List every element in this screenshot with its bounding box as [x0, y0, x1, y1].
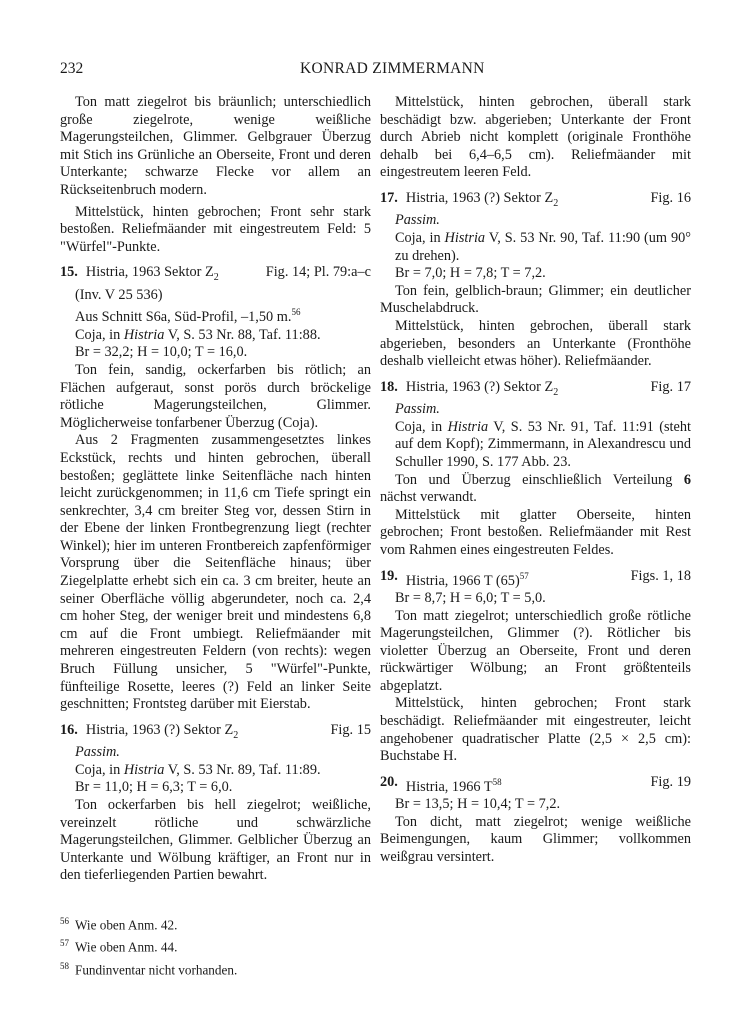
dimensions: Br = 32,2; H = 10,0; T = 16,0.	[75, 344, 248, 361]
footnotes	[60, 912, 237, 979]
right-column	[380, 94, 691, 867]
bibliography: Coja, in Histria V, S. 53 Nr. 91, Taf. 11:91 (steht auf dem Kopf); Zimmermann, in Alexandrescu und Schuller 1990, S. 177 Abb. 23.	[395, 418, 691, 470]
find-context: Passim.	[395, 212, 440, 229]
entry-heading-19: 19. Histria, 1966 T $(65)^{57}$ Figs. 1, 18	[380, 567, 691, 589]
running-title: KONRAD ZIMMERMANN	[300, 60, 485, 77]
footnote: $^{56}$ Wie oben Anm. 42.	[60, 916, 178, 933]
find-context: Aus Schnitt S6a, Süd-Profil, –1,50 m.$^{56}$	[75, 307, 301, 326]
find-context: Passim.	[75, 744, 120, 761]
bibliography: Coja, in Histria V, S. 53 Nr. 89, Taf. 11:89.	[75, 761, 321, 778]
find-context: Passim.	[395, 401, 440, 418]
entry-heading-17: 17. Histria, 1963 (?) Sektor $Z_2$ Fig. 16	[380, 189, 691, 209]
inventory-number: (Inv. V 25 536)	[75, 286, 163, 303]
paragraph: Mittelstück, hinten gebrochen; Front sehr stark bestoßen. Reliefmäander mit eingestreutem Feld: 5 "Würfel"-Punkte.	[60, 203, 371, 255]
paragraph: Mittelstück, hinten gebrochen; Front stark beschädigt. Reliefmäander mit eingestreuter, leicht angehobener quadratischer Platte (2,5 × 2,5 cm): Buchstabe H.	[380, 695, 691, 765]
entry-heading-16: 16. Histria, 1963 (?) Sektor $Z_2$ Fig. 15	[60, 721, 371, 741]
paragraph: Mittelstück mit glatter Oberseite, hinten gebrochen; Front bestoßen. Reliefmäander mit Rest vom Rahmen eines eingestreuten Feldes.	[380, 506, 691, 558]
paragraph: Ton matt ziegelrot bis bräunlich; unterschiedlich große ziegelrote, wenige weißliche Magerungsteilchen, Glimmer. Gelbgrauer Überzug mit Stich ins Grünliche an Oberseite, Front und deren Unterkante; schwarze Flecke vor allem an Rückseitenbruch modern.	[60, 94, 371, 198]
paragraph: Ton dicht, matt ziegelrot; wenige weißliche Beimengungen, kaum Glimmer; vollkommen weißgrau versintert.	[380, 813, 691, 865]
footnote: $^{58}$ Fundinventar nicht vorhanden.	[60, 960, 238, 978]
entry-heading-18: 18. Histria, 1963 (?) Sektor $Z_2$ Fig. 17	[380, 378, 691, 398]
left-column	[60, 94, 371, 885]
paragraph: Mittelstück, hinten gebrochen, überall stark beschädigt bzw. abgerieben; Unterkante der Front durch Abrieb nicht komplett (originale Fronthöhe dehalb bei 6,4–6,5 cm). Reliefmäander mit eingestreutem leeren Feld.	[380, 94, 691, 181]
paragraph: Ton ockerfarben bis hell ziegelrot; weißliche, vereinzelt rötliche und schwärzliche Magerungsteilchen, Glimmer. Gelblicher Überzug an Unterkante und Wölbung kräftiger, an Front nur in den tieferliegenden Partien bewahrt.	[60, 797, 371, 884]
paragraph: Ton und Überzug einschließlich Verteilung 6 nächst verwandt.	[380, 471, 691, 506]
dimensions: Br = 11,0; H = 6,3; T = 6,0.	[75, 779, 233, 796]
paragraph: Ton fein, gelblich-braun; Glimmer; ein deutlicher Muschelabdruck.	[380, 282, 691, 317]
entry-heading-15: 15. Histria, 1963 Sektor $Z_2$ Fig. 14; Pl. 79:a–c	[60, 264, 371, 284]
footnote: $^{57}$ Wie oben Anm. 44.	[60, 938, 178, 955]
paragraph: Mittelstück, hinten gebrochen, überall stark abgerieben, besonders an Unterkante (Fronthöhe deshalb vielleicht etwas höher). Reliefmäander.	[380, 317, 691, 370]
paragraph: Ton fein, sandig, ockerfarben bis rötlich; an Flächen aufgeraut, sonst porös durch bröckelige rötliche Magerungsteilchen, Glimmer. Möglicherweise tonfarbener Überzug (Coja).	[60, 361, 371, 431]
dimensions: Br = 8,7; H = 6,0; T = 5,0.	[395, 589, 546, 606]
dimensions: Br = 7,0; H = 7,8; T = 7,2.	[395, 265, 546, 282]
entry-heading-20: 20. Histria, 1966 $T^{58}$ Fig. 19	[380, 773, 691, 795]
paragraph: Ton matt ziegelrot; unterschiedlich große rötliche Magerungsteilchen, Glimmer (?). Rötlicher bis violetter Überzug an Oberseite, Front und deren rückwärtiger Wölbung; an Front größtenteils abgeplatzt.	[380, 607, 691, 694]
bibliography: Coja, in Histria V, S. 53 Nr. 88, Taf. 11:88.	[75, 326, 321, 343]
paragraph: Aus 2 Fragmenten zusammengesetztes linkes Eckstück, rechts und hinten gebrochen, überall bestoßen; geglättete linke Seitenfläche nach hinten leicht zurückgenommen; in 11,6 cm Tiefe springt ein senkrechter, 3,4 cm breiter Steg vor, dessen Stirn in der Ebene der linken Frontbegrenzung liegt (rechter Winkel); hier im unteren Frontbereich zapfenförmiger Vorsprung über die Seitenfläche hinaus; über Ziegelplatte erhebt sich ein ca. 3 cm breiter, heute an seiner Oberfläche völlig abgerundeter, noch ca. 2,4 cm hoher Steg, der weniger breit und mindestens 6,8 cm auf die Front umbiegt. Reliefmäander mit mehreren eingestreuten Feldern (von rechts): wegen Bruch Füllung unsicher, 5 "Würfel"-Punkte, fünfteilige Rosette, leeres (?) Feld an linker Seite geschnitten; Frontsteg darüber mit Eierstab.	[60, 432, 371, 713]
page-number: 232	[60, 60, 84, 77]
bibliography: Coja, in Histria V, S. 53 Nr. 90, Taf. 11:90 (um 90° zu drehen).	[395, 230, 691, 264]
dimensions: Br = 13,5; H = 10,4; T = 7,2.	[395, 796, 561, 813]
